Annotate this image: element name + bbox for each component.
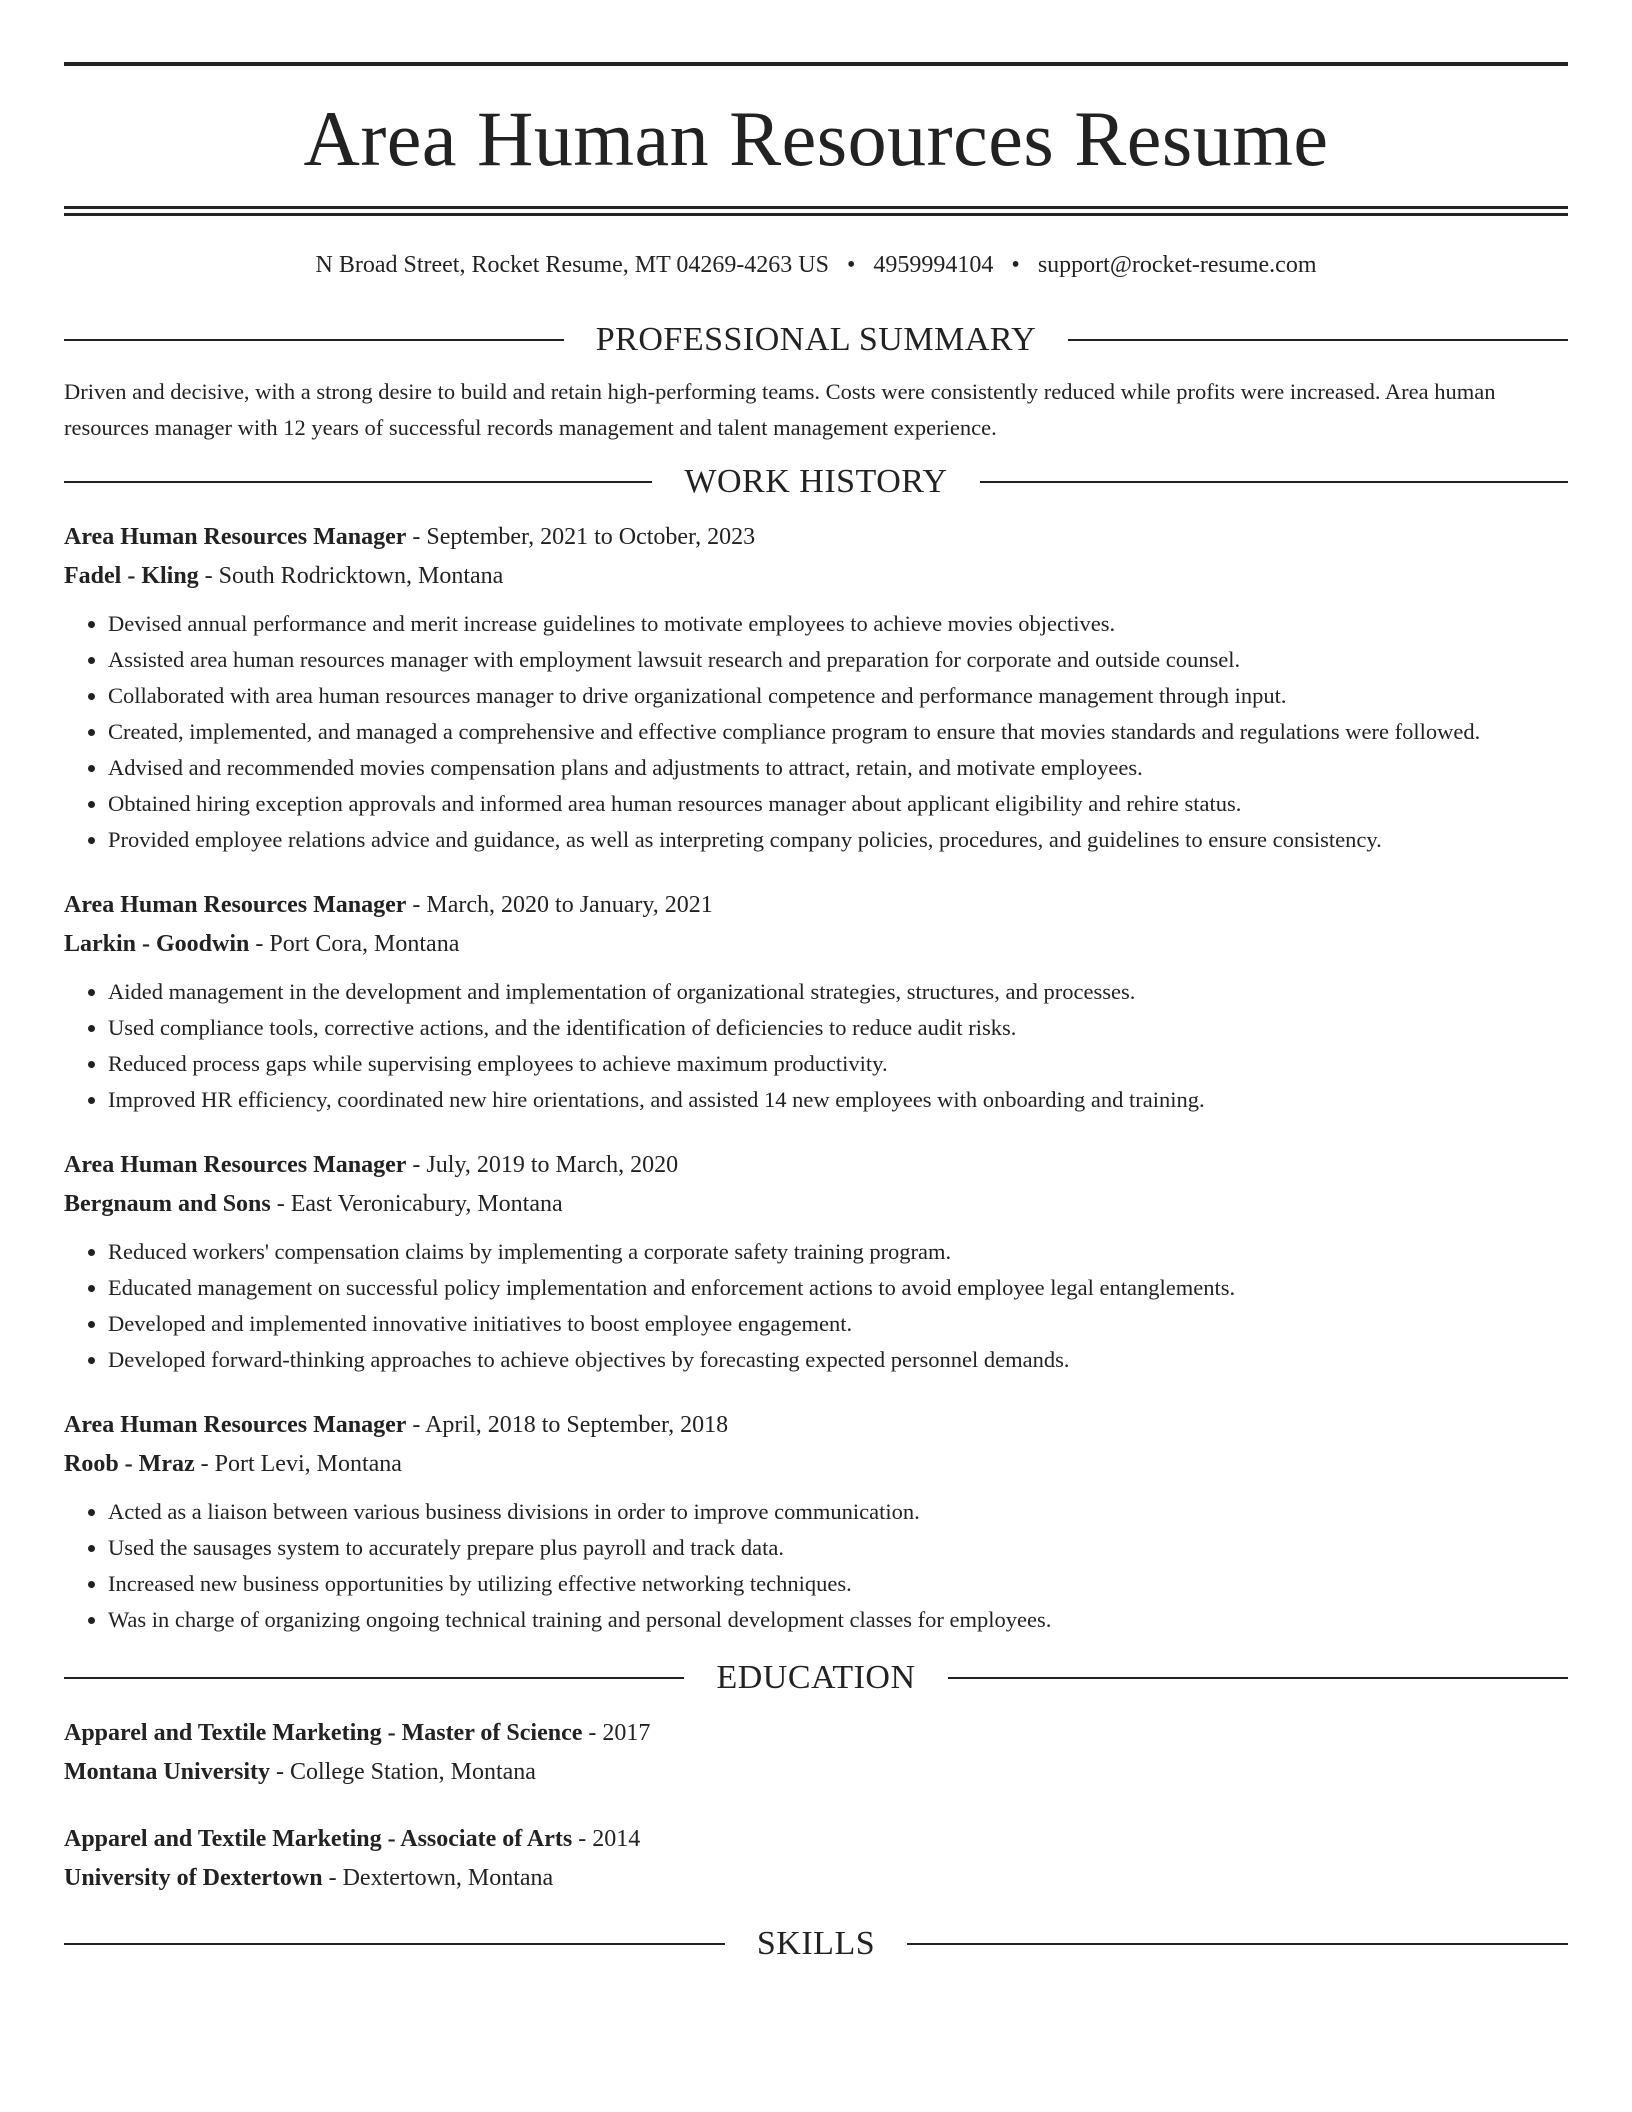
contact-separator: • (847, 252, 856, 278)
job-location: - South Rodricktown, Montana (204, 563, 504, 589)
job-title-line (64, 518, 1568, 557)
job-dates: - July, 2019 to March, 2020 (412, 1152, 679, 1178)
job-bullet-list (64, 606, 1568, 858)
job-title: Area Human Resources Manager (64, 892, 407, 918)
job-location: - Port Cora, Montana (255, 931, 460, 957)
education-year: - 2017 (588, 1720, 651, 1746)
section-title-summary: PROFESSIONAL SUMMARY (595, 321, 1037, 358)
job-bullet: • Assisted area human resources manager with employment lawsuit research and preparation for corporate and outside counsel. (108, 642, 1568, 678)
section-title-work: WORK HISTORY (684, 463, 948, 500)
section-header-skills (64, 1924, 1568, 1964)
job-company-line (64, 1185, 1568, 1224)
section-rule (1068, 339, 1568, 341)
job-bullet-list (64, 1234, 1568, 1378)
education-degree: Apparel and Textile Marketing - Master of Science (64, 1720, 583, 1746)
education-entry (64, 1714, 1568, 1792)
job-bullet: • Aided management in the development and implementation of organizational strategies, structures, and processes. (108, 974, 1568, 1010)
summary-text: Driven and decisive, with a strong desire to build and retain high-performing teams. Costs were consistently reduced while profits were increased. Area human resources manager with 12 years of successful records management and talent management experience. (64, 379, 1496, 440)
section-rule (907, 1943, 1568, 1945)
education-location: - College Station, Montana (276, 1759, 536, 1785)
top-rule (64, 62, 1568, 66)
job-bullet: • Used compliance tools, corrective actions, and the identification of deficiencies to reduce audit risks. (108, 1010, 1568, 1046)
contact-email[interactable]: support@rocket-resume.com (1037, 252, 1317, 278)
education-location: - Dextertown, Montana (328, 1865, 554, 1891)
job-company: Bergnaum and Sons (64, 1191, 271, 1217)
contact-phone[interactable]: 4959994104 (873, 252, 994, 278)
job-bullet: • Devised annual performance and merit increase guidelines to motivate employees to achieve movies objectives. (108, 606, 1568, 642)
job-dates: - March, 2020 to January, 2021 (412, 892, 713, 918)
job-location: - East Veronicabury, Montana (276, 1191, 563, 1217)
job-bullet: • Collaborated with area human resources manager to drive organizational competence and performance management through input. (108, 678, 1568, 714)
section-rule (948, 1677, 1568, 1679)
job-bullet: • Advised and recommended movies compensation plans and adjustments to attract, retain, and motivate employees. (108, 750, 1568, 786)
job-bullet: • Provided employee relations advice and guidance, as well as interpreting company policies, procedures, and guidelines to ensure consistency. (108, 822, 1568, 858)
job-entry (64, 886, 1568, 1118)
contact-address: N Broad Street, Rocket Resume, MT 04269-4263 US (315, 252, 829, 278)
contact-separator: • (1011, 252, 1020, 278)
job-bullet: • Acted as a liaison between various business divisions in order to improve communication. (108, 1494, 1568, 1530)
section-header-work (64, 462, 1568, 502)
job-bullet: • Increased new business opportunities by utilizing effective networking techniques. (108, 1566, 1568, 1602)
section-rule (64, 1943, 725, 1945)
job-dates: - September, 2021 to October, 2023 (412, 524, 756, 550)
education-school: Montana University (64, 1759, 270, 1785)
title-double-rule (64, 206, 1568, 216)
education-school: University of Dextertown (64, 1865, 323, 1891)
job-title-line (64, 1406, 1568, 1445)
education-list (64, 1714, 1568, 1898)
job-bullet: • Was in charge of organizing ongoing technical training and personal development classes for employees. (108, 1602, 1568, 1638)
education-school-line (64, 1859, 1568, 1898)
job-title-line (64, 1146, 1568, 1185)
job-company: Larkin - Goodwin (64, 931, 250, 957)
job-entry (64, 1406, 1568, 1638)
job-title: Area Human Resources Manager (64, 1152, 407, 1178)
job-company-line (64, 1445, 1568, 1484)
job-company-line (64, 557, 1568, 596)
job-bullet: • Reduced process gaps while supervising employees to achieve maximum productivity. (108, 1046, 1568, 1082)
job-location: - Port Levi, Montana (200, 1451, 402, 1477)
resume-page (64, 62, 1568, 1964)
section-title-education: EDUCATION (716, 1659, 916, 1696)
section-title-skills: SKILLS (756, 1925, 876, 1962)
job-company-line (64, 925, 1568, 964)
work-history-list (64, 518, 1568, 1638)
job-bullet: • Created, implemented, and managed a comprehensive and effective compliance program to ensure that movies standards and regulations were followed. (108, 714, 1568, 750)
job-bullet: • Used the sausages system to accurately prepare plus payroll and track data. (108, 1530, 1568, 1566)
job-bullet-list (64, 974, 1568, 1118)
education-degree: Apparel and Textile Marketing - Associate of Arts (64, 1826, 573, 1852)
education-degree-line (64, 1714, 1568, 1753)
job-bullet: • Developed and implemented innovative initiatives to boost employee engagement. (108, 1306, 1568, 1342)
job-bullet-list (64, 1494, 1568, 1638)
job-dates: - April, 2018 to September, 2018 (412, 1412, 729, 1438)
education-year: - 2014 (578, 1826, 641, 1852)
resume-title: Area Human Resources Resume (303, 95, 1329, 182)
education-degree-line (64, 1820, 1568, 1859)
job-entry (64, 518, 1568, 858)
job-bullet: • Reduced workers' compensation claims by implementing a corporate safety training program. (108, 1234, 1568, 1270)
job-entry (64, 1146, 1568, 1378)
job-bullet: • Obtained hiring exception approvals and informed area human resources manager about applicant eligibility and rehire status. (108, 786, 1568, 822)
job-title: Area Human Resources Manager (64, 524, 407, 550)
section-rule (64, 481, 652, 483)
job-bullet: • Improved HR efficiency, coordinated new hire orientations, and assisted 14 new employees with onboarding and training. (108, 1082, 1568, 1118)
job-bullet: • Educated management on successful policy implementation and enforcement actions to avoid employee legal entanglements. (108, 1270, 1568, 1306)
section-rule (64, 339, 564, 341)
section-header-summary (64, 320, 1568, 360)
education-entry (64, 1820, 1568, 1898)
job-title-line (64, 886, 1568, 925)
job-title: Area Human Resources Manager (64, 1412, 407, 1438)
contact-line (64, 250, 1568, 280)
job-company: Roob - Mraz (64, 1451, 195, 1477)
education-school-line (64, 1753, 1568, 1792)
section-rule (64, 1677, 684, 1679)
section-rule (980, 481, 1568, 483)
job-bullet: • Developed forward-thinking approaches to achieve objectives by forecasting expected personnel demands. (108, 1342, 1568, 1378)
job-company: Fadel - Kling (64, 563, 199, 589)
section-header-education (64, 1658, 1568, 1698)
